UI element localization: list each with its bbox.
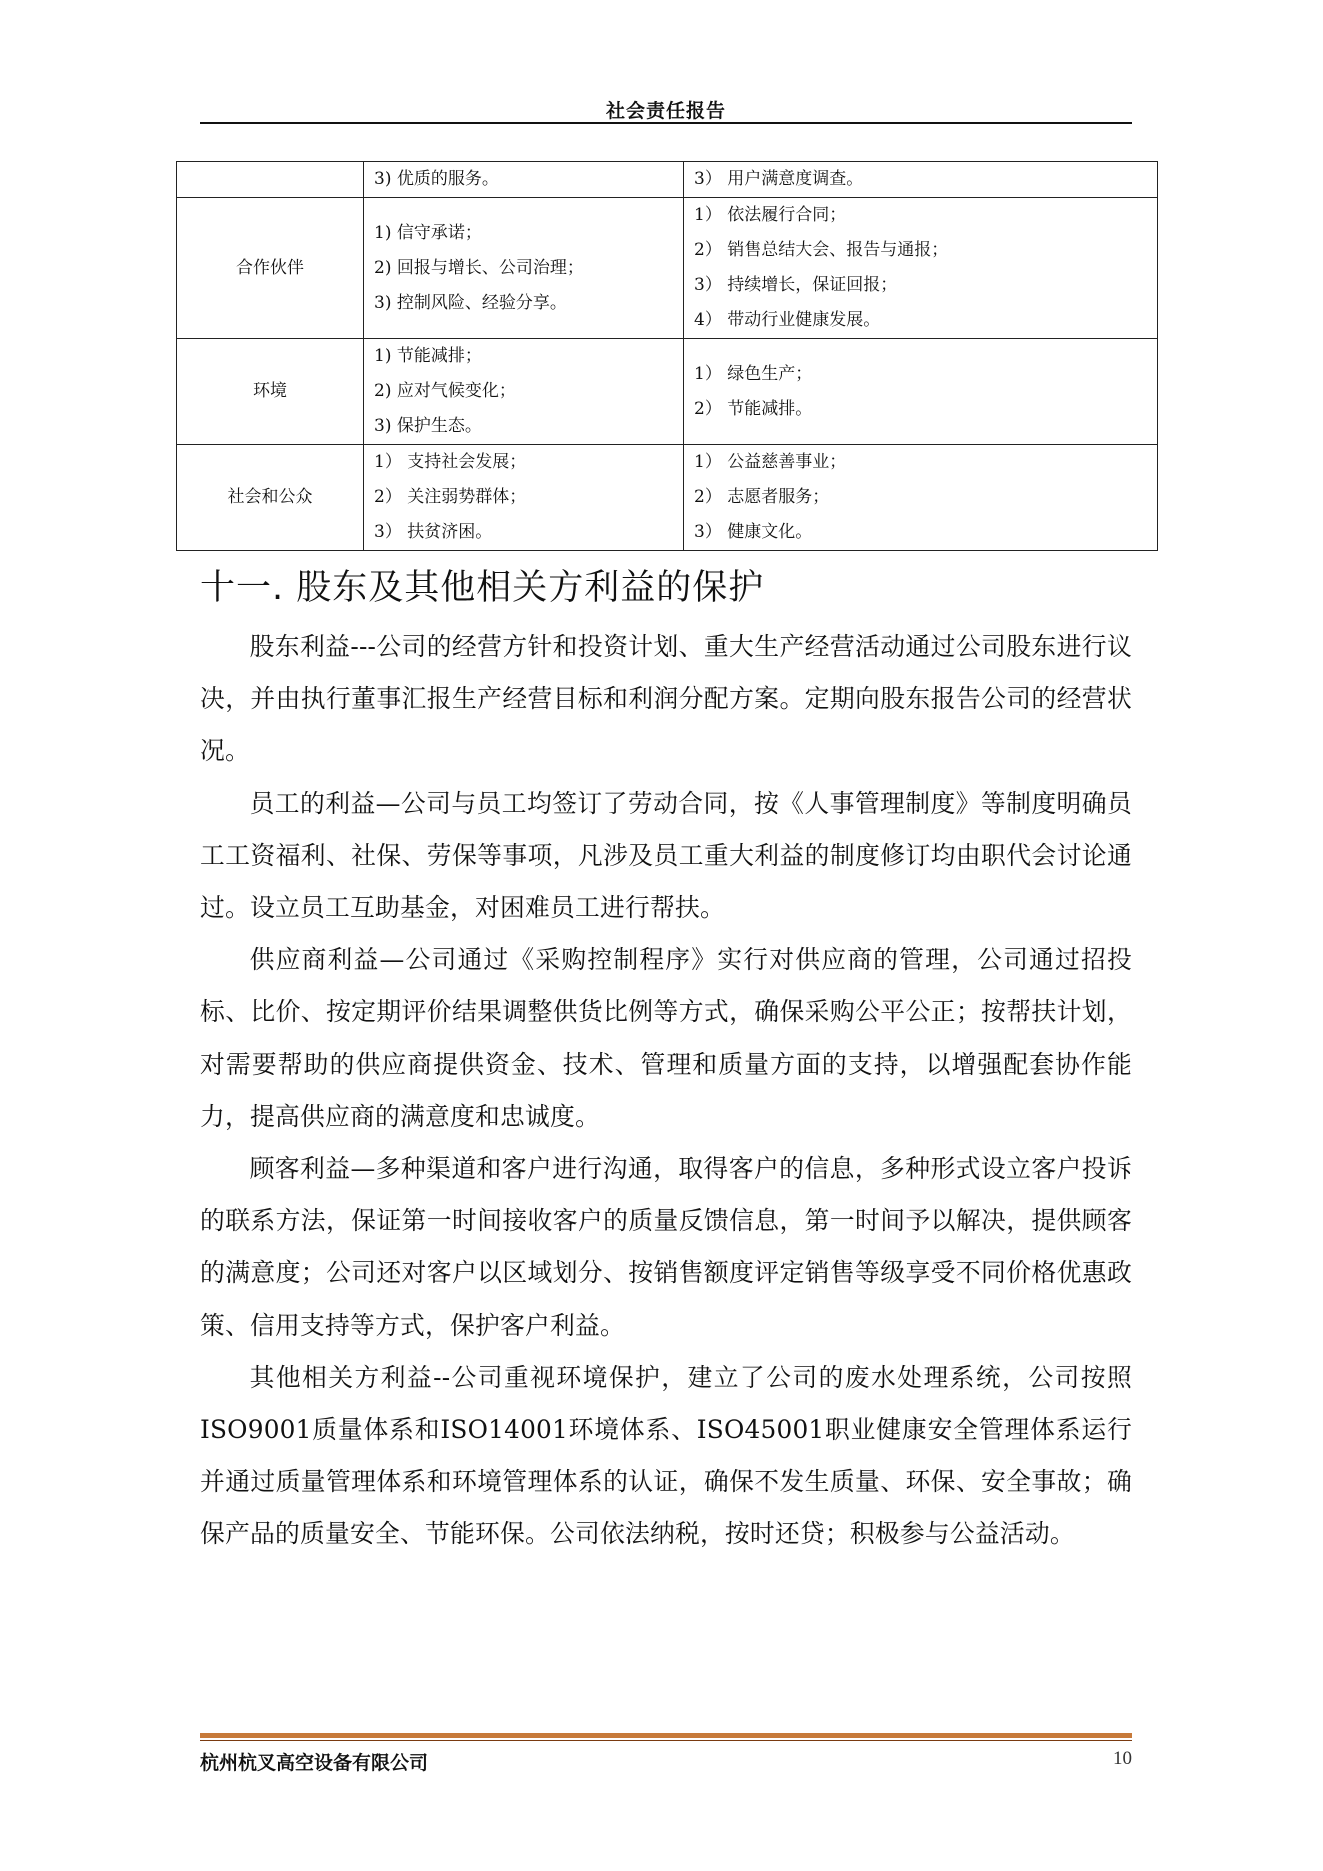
- expectation-line: 2) 应对气候变化；: [374, 381, 516, 401]
- stakeholder-category: 社会和公众: [177, 445, 364, 551]
- paragraph-shareholders: 股东利益---公司的经营方针和投资计划、重大生产经营活动通过公司股东进行议决，并由执行董事汇报生产经营目标和利润分配方案。定期向股东报告公司的经营状况。: [200, 632, 1132, 766]
- expectation-cell: [364, 445, 684, 551]
- expectation-line: 1） 支持社会发展；: [374, 452, 527, 472]
- footer-divider-thin: [200, 1740, 1132, 1741]
- measure-line: 2） 节能减排。: [694, 398, 813, 419]
- table-row: [177, 198, 1158, 339]
- expectation-line: 2） 关注弱势群体；: [374, 487, 527, 507]
- measure-line: 3） 用户满意度调查。: [694, 169, 864, 189]
- stakeholder-category: 合作伙伴: [177, 198, 364, 339]
- section-heading: 十一. 股东及其他相关方利益的保护: [200, 568, 765, 608]
- table-row: [177, 339, 1158, 445]
- expectation-line: 3) 控制风险、经验分享。: [374, 292, 567, 313]
- expectation-line: 1) 节能减排；: [374, 346, 482, 366]
- paragraph-employees: 员工的利益—公司与员工均签订了劳动合同，按《人事管理制度》等制度明确员工工资福利、社保、劳保等事项，凡涉及员工重大利益的制度修订均由职代会讨论通过。设立员工互助基金，对困难员工进行帮扶。: [200, 788, 1132, 923]
- expectation-cell: [364, 198, 684, 339]
- stakeholder-category: 环境: [177, 339, 364, 445]
- expectation-line: 3) 优质的服务。: [374, 169, 499, 189]
- paragraph-other-parties: 其他相关方利益--公司重视环境保护，建立了公司的废水处理系统，公司按照ISO9001质量体系和ISO14001环境体系、ISO45001职业健康安全管理体系运行并通过质量管理体系和环境管理体系的认证，确保不发生质量、环保、安全事故；确保产品的质量安全、节能环保。公司依法纳税，按时还贷；积极参与公益活动。: [200, 1362, 1132, 1549]
- measure-line: 1） 公益慈善事业；: [694, 452, 847, 472]
- expectation-line: 3） 扶贫济困。: [374, 522, 493, 542]
- measure-cell: [684, 162, 1158, 198]
- paragraph-customers: 顾客利益—多种渠道和客户进行沟通，取得客户的信息，多种形式设立客户投诉的联系方法，保证第一时间接收客户的质量反馈信息，第一时间予以解决，提供顾客的满意度；公司还对客户以区域划分、按销售额度评定销售等级享受不同价格优惠政策、信用支持等方式，保护客户利益。: [200, 1154, 1132, 1340]
- page-number: 10: [1113, 1748, 1132, 1769]
- measure-line: 4） 带动行业健康发展。: [694, 310, 881, 330]
- section-body: [200, 621, 1132, 1561]
- footer-divider: [200, 1733, 1132, 1738]
- measure-cell: [684, 198, 1158, 339]
- measure-line: 2） 销售总结大会、报告与通报；: [694, 240, 949, 260]
- expectation-line: 2) 回报与增长、公司治理；: [374, 257, 584, 278]
- stakeholder-table: [176, 161, 1158, 551]
- measure-line: 3） 健康文化。: [694, 522, 813, 542]
- measure-cell: [684, 445, 1158, 551]
- expectation-line: 3) 保护生态。: [374, 416, 482, 436]
- header-divider: [200, 122, 1132, 124]
- measure-line: 3） 持续增长，保证回报；: [694, 275, 898, 295]
- expectation-cell: [364, 162, 684, 198]
- measure-line: 2） 志愿者服务；: [694, 487, 830, 507]
- expectation-cell: [364, 339, 684, 445]
- page-header-title: 社会责任报告: [605, 100, 726, 122]
- table-row: [177, 162, 1158, 198]
- expectation-line: 1) 信守承诺；: [374, 222, 482, 243]
- paragraph-suppliers: 供应商利益—公司通过《采购控制程序》实行对供应商的管理，公司通过招投标、比价、按定期评价结果调整供货比例等方式，确保采购公平公正；按帮扶计划，对需要帮助的供应商提供资金、技术、管理和质量方面的支持，以增强配套协作能力，提高供应商的满意度和忠诚度。: [200, 945, 1132, 1131]
- measure-line: 1） 依法履行合同；: [694, 205, 847, 225]
- measure-line: 1） 绿色生产；: [694, 363, 813, 384]
- measure-cell: [684, 339, 1158, 445]
- stakeholder-category: [177, 162, 364, 198]
- table-row: [177, 445, 1158, 551]
- footer-company-name: 杭州杭叉高空设备有限公司: [200, 1752, 429, 1774]
